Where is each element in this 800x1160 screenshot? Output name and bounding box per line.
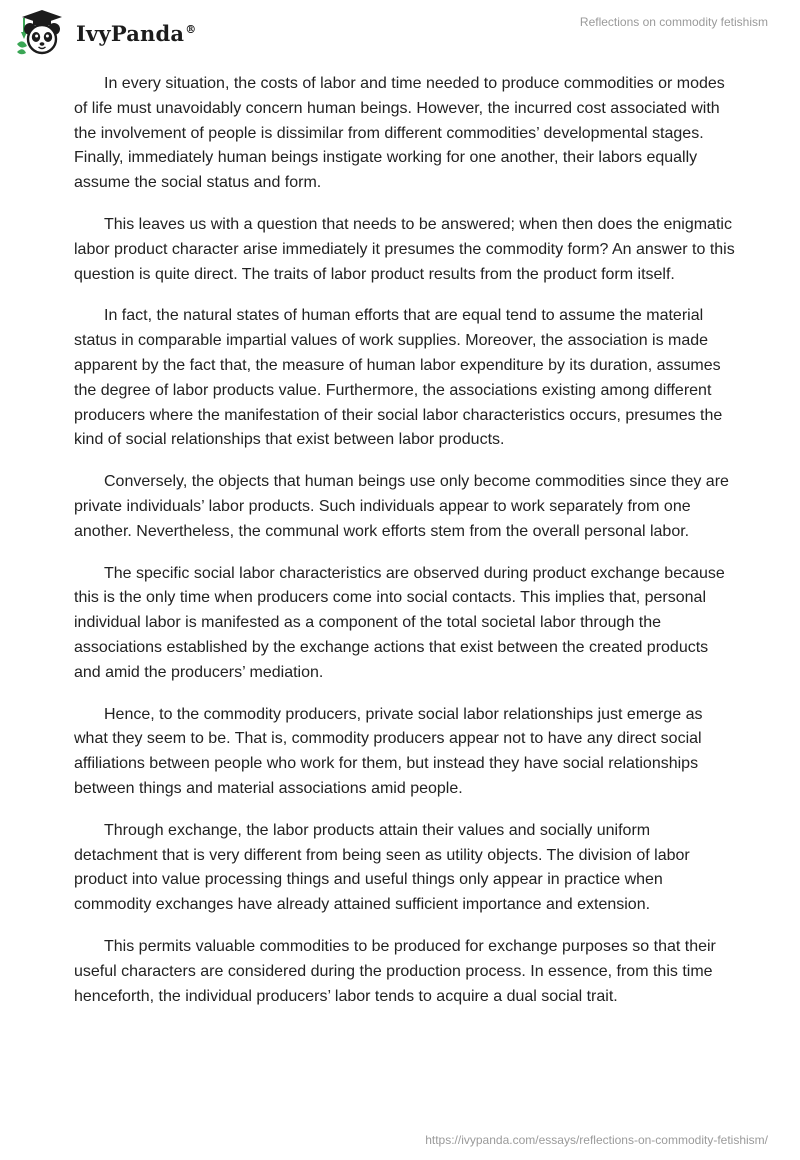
brand-text: IvyPanda [76,20,185,46]
paragraph: In every situation, the costs of labor and time needed to produce commodities or modes of life must unavoidably concern human beings. However, the incurred cost associated with the involvement of people is dissimilar from different commodities’ developmental stages. Finally, immediately human beings instigate working for one another, their labors equally assume the social status and form. [74,75,725,192]
paragraph: The specific social labor characteristics are observed during product exchange because this is the only time when producers come into social contacts. This implies that, personal individual labor is manifested as a component of the total societal labor through the associations established by the exchange actions that exist between the created products and amid the producers’ mediation. [74,564,725,681]
brand-name [76,21,196,46]
paragraph: Hence, to the commodity producers, private social labor relationships just emerge as what they seem to be. That is, commodity producers appear not to have any direct social affiliations between people who work for them, but instead they have social relationships between things and material associations amid people. [74,705,703,797]
paragraph: Through exchange, the labor products attain their values and socially uniform detachment that is very different from being seen as utility objects. The division of labor product into value processing things and useful things only appear in practice when commodity exchanges have already attained sufficient importance and extension. [74,821,690,914]
source-url[interactable]: https://ivypanda.com/essays/reflections-on-commodity-fetishism/ [425,1133,768,1147]
document-title: Reflections on commodity fetishism [579,15,768,29]
registered-mark: ® [185,22,197,36]
paragraph: This leaves us with a question that needs to be answered; when then does the enigmatic labor product character arise immediately it presumes the commodity form? An answer to this question is quite direct. The traits of labor product results from the product form itself. [74,215,735,283]
paragraph: In fact, the natural states of human efforts that are equal tend to assume the material status in comparable impartial values of work supplies. Moreover, the association is made apparent by the fact that, the measure of human labor expenditure by its duration, assumes the degree of labor products value. Furthermore, the associations existing among different producers where the manifestation of their social labor characteristics occurs, presumes the kind of social relationships that exist between labor products. [74,307,723,449]
essay-body [74,72,736,1026]
paragraph: This permits valuable commodities to be produced for exchange purposes so that their useful characters are considered during the production process. In essence, from this time henceforth, the individual producers’ labor tends to acquire a dual social trait. [74,937,716,1005]
page-header [0,0,800,62]
panda-graduate-icon [14,8,70,56]
ivypanda-logo[interactable] [14,8,196,56]
paragraph: Conversely, the objects that human beings use only become commodities since they are private individuals’ labor products. Such individuals appear to work separately from one another. Nevertheless, the communal work efforts stem from the overall personal labor. [74,473,729,540]
